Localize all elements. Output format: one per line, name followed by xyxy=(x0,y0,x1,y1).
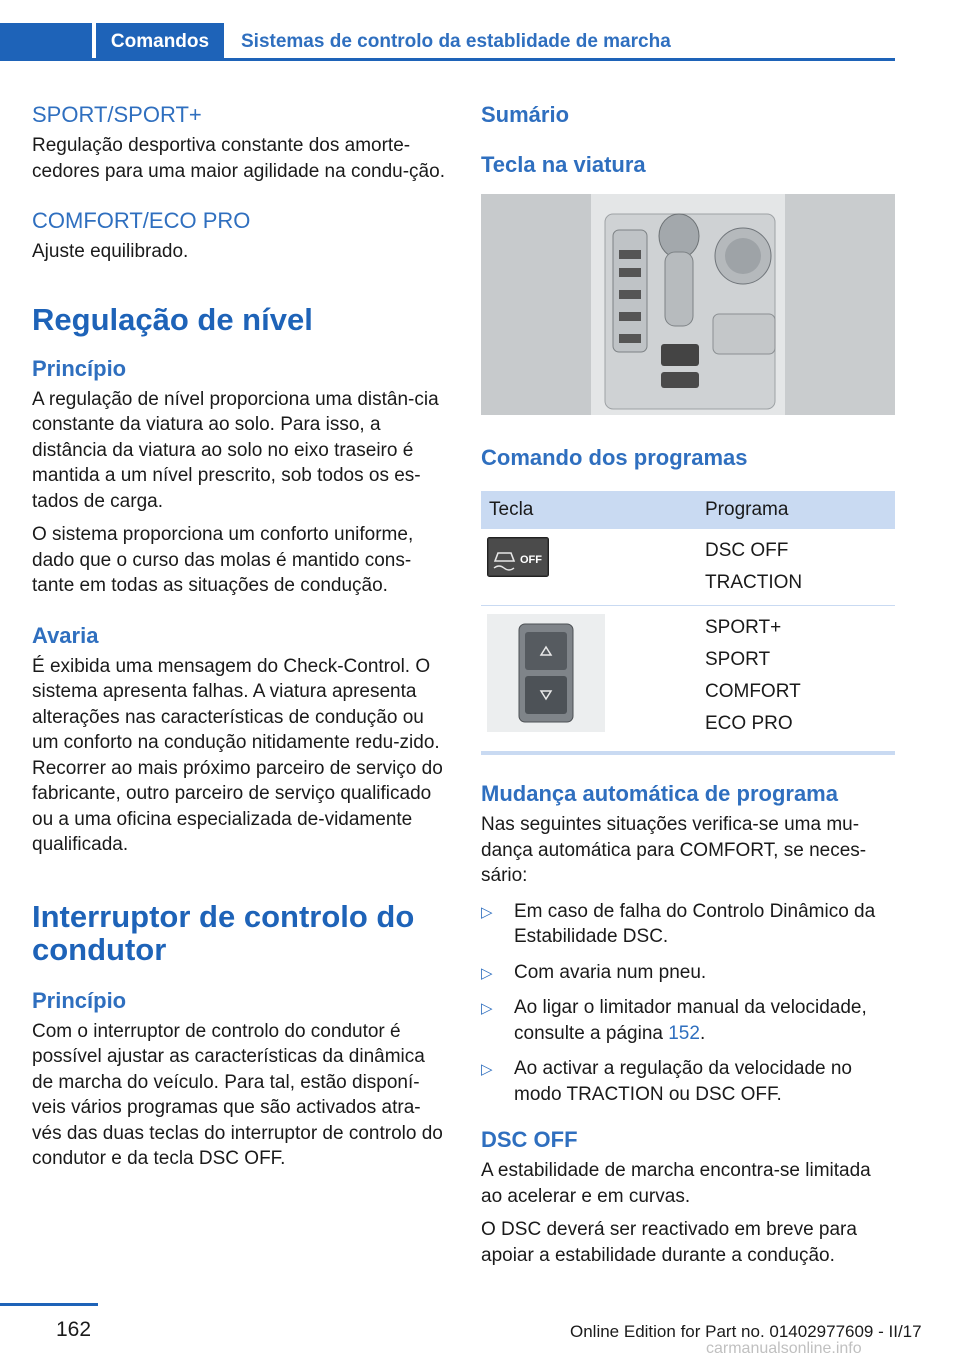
driving-experience-switch-icon xyxy=(487,614,605,732)
table-row xyxy=(481,606,895,754)
program-dsc-off: DSC OFF xyxy=(705,540,789,561)
programs-table xyxy=(481,491,895,755)
program-sport: SPORT xyxy=(705,649,771,670)
header-accent-bar xyxy=(0,23,92,61)
auto-change-list xyxy=(481,899,895,1108)
program-comfort: COMFORT xyxy=(705,681,801,702)
section-tab[interactable]: Sistemas de controlo da establidade de marcha xyxy=(241,31,671,52)
programs-heading: Comando dos programas xyxy=(481,445,748,470)
key-heading: Tecla na viatura xyxy=(481,152,646,177)
fault-text: É exibida uma mensagem do Check-Control. O sistema apresenta falhas. A viatura apresenta alterações nas características de condução ou um conforto na condução nitidamente redu-zido. Recorrer ao mais próximo parceiro de serviço do fabricante, outro parceiro de serviço qualificado ou a uma oficina especializada de-vidamente qualificada. xyxy=(32,655,443,855)
left-column xyxy=(32,100,450,1172)
comfort-heading: COMFORT/ECO PRO xyxy=(32,208,251,233)
table-header-row xyxy=(481,491,895,529)
switch-text: Com o interruptor de controlo do condutor é possível ajustar as características da dinâmica de marcha do veículo. Para tal, estão disponí-veis vários programas que são activados atra-vés das duas teclas do interruptor de controlo do condutor e da tecla DSC OFF. xyxy=(32,1020,443,1169)
dsc-off-key-cell xyxy=(481,529,697,606)
page-number: 162 xyxy=(56,1318,92,1341)
triangle-bullet-icon: ▷ xyxy=(481,1061,493,1078)
triangle-bullet-icon: ▷ xyxy=(481,964,493,982)
fault-heading: Avaria xyxy=(32,622,99,648)
edition-text: Online Edition for Part no. 01402977609 - II/17 xyxy=(570,1322,922,1341)
dsc-off-text-2: O DSC deverá ser reactivado em breve para apoiar a estabilidade durante a condução. xyxy=(481,1219,857,1266)
sport-text: Regulação desportiva constante dos amorte-cedores para uma maior agilidade na condu-ção. xyxy=(32,135,445,182)
dsc-off-text-1: A estabilidade de marcha encontra-se limitada ao acelerar e em curvas. xyxy=(481,1160,871,1207)
auto-change-text: Nas seguintes situações verifica-se uma mu-dança automática para COMFORT, se neces-sário: xyxy=(481,814,867,886)
chapter-tab[interactable]: Comandos xyxy=(96,23,224,61)
page-link[interactable]: 152 xyxy=(668,1022,700,1044)
list-item: ▷ Ao ligar o limitador manual da velocidade, consulte a página 152. xyxy=(481,997,867,1044)
right-column xyxy=(481,100,895,1268)
col-program-header: Programa xyxy=(697,491,895,529)
comfort-text: Ajuste equilibrado. xyxy=(32,241,189,262)
list-item: ▷ Em caso de falha do Controlo Dinâmico da Estabilidade DSC. xyxy=(481,900,876,947)
dsc-off-heading: DSC OFF xyxy=(481,1127,578,1152)
dsc-off-programs xyxy=(697,529,895,606)
auto-change-heading: Mudança automática de programa xyxy=(481,781,838,806)
footer-rule xyxy=(0,1303,98,1306)
sport-heading: SPORT/SPORT+ xyxy=(32,102,202,127)
program-sport-plus: SPORT+ xyxy=(705,617,782,638)
dsc-off-button-icon xyxy=(487,537,549,577)
list-item: ▷ Ao activar a regulação da velocidade no modo TRACTION ou DSC OFF. xyxy=(481,1058,853,1105)
triangle-bullet-icon: ▷ xyxy=(481,1000,493,1017)
watermark: carmanualsonline.info xyxy=(706,1340,862,1357)
rocker-key-cell xyxy=(481,606,697,754)
program-traction: TRACTION xyxy=(705,572,803,593)
summary-heading: Sumário xyxy=(481,102,570,127)
program-eco-pro: ECO PRO xyxy=(705,713,793,734)
triangle-bullet-icon: ▷ xyxy=(481,903,493,921)
rocker-programs xyxy=(697,606,895,754)
dsc-off-key-label: OFF xyxy=(520,554,542,566)
principle-text-2: O sistema proporciona um conforto uniforme, dado que o curso das molas é mantido cons-tante em todas as situações de condução. xyxy=(32,524,414,596)
center-console-photo xyxy=(481,194,895,415)
header-rule xyxy=(0,58,895,61)
principle-heading: Princípio xyxy=(32,355,127,381)
level-title: Regulação de nível xyxy=(32,301,313,337)
principle-text-1: A regulação de nível proporciona uma distân-cia constante da viatura ao solo. Para isso, a distância da viatura ao solo no eixo traseiro é mantida a um nível prescrito, sob todos os es-tados de carga. xyxy=(32,388,439,512)
table-row xyxy=(481,529,895,606)
switch-title: Interruptor de controlo do condutor xyxy=(32,898,415,967)
switch-principle-heading: Princípio xyxy=(32,987,127,1013)
col-key-header: Tecla xyxy=(481,491,697,529)
list-item: ▷ Com avaria num pneu. xyxy=(481,960,895,986)
